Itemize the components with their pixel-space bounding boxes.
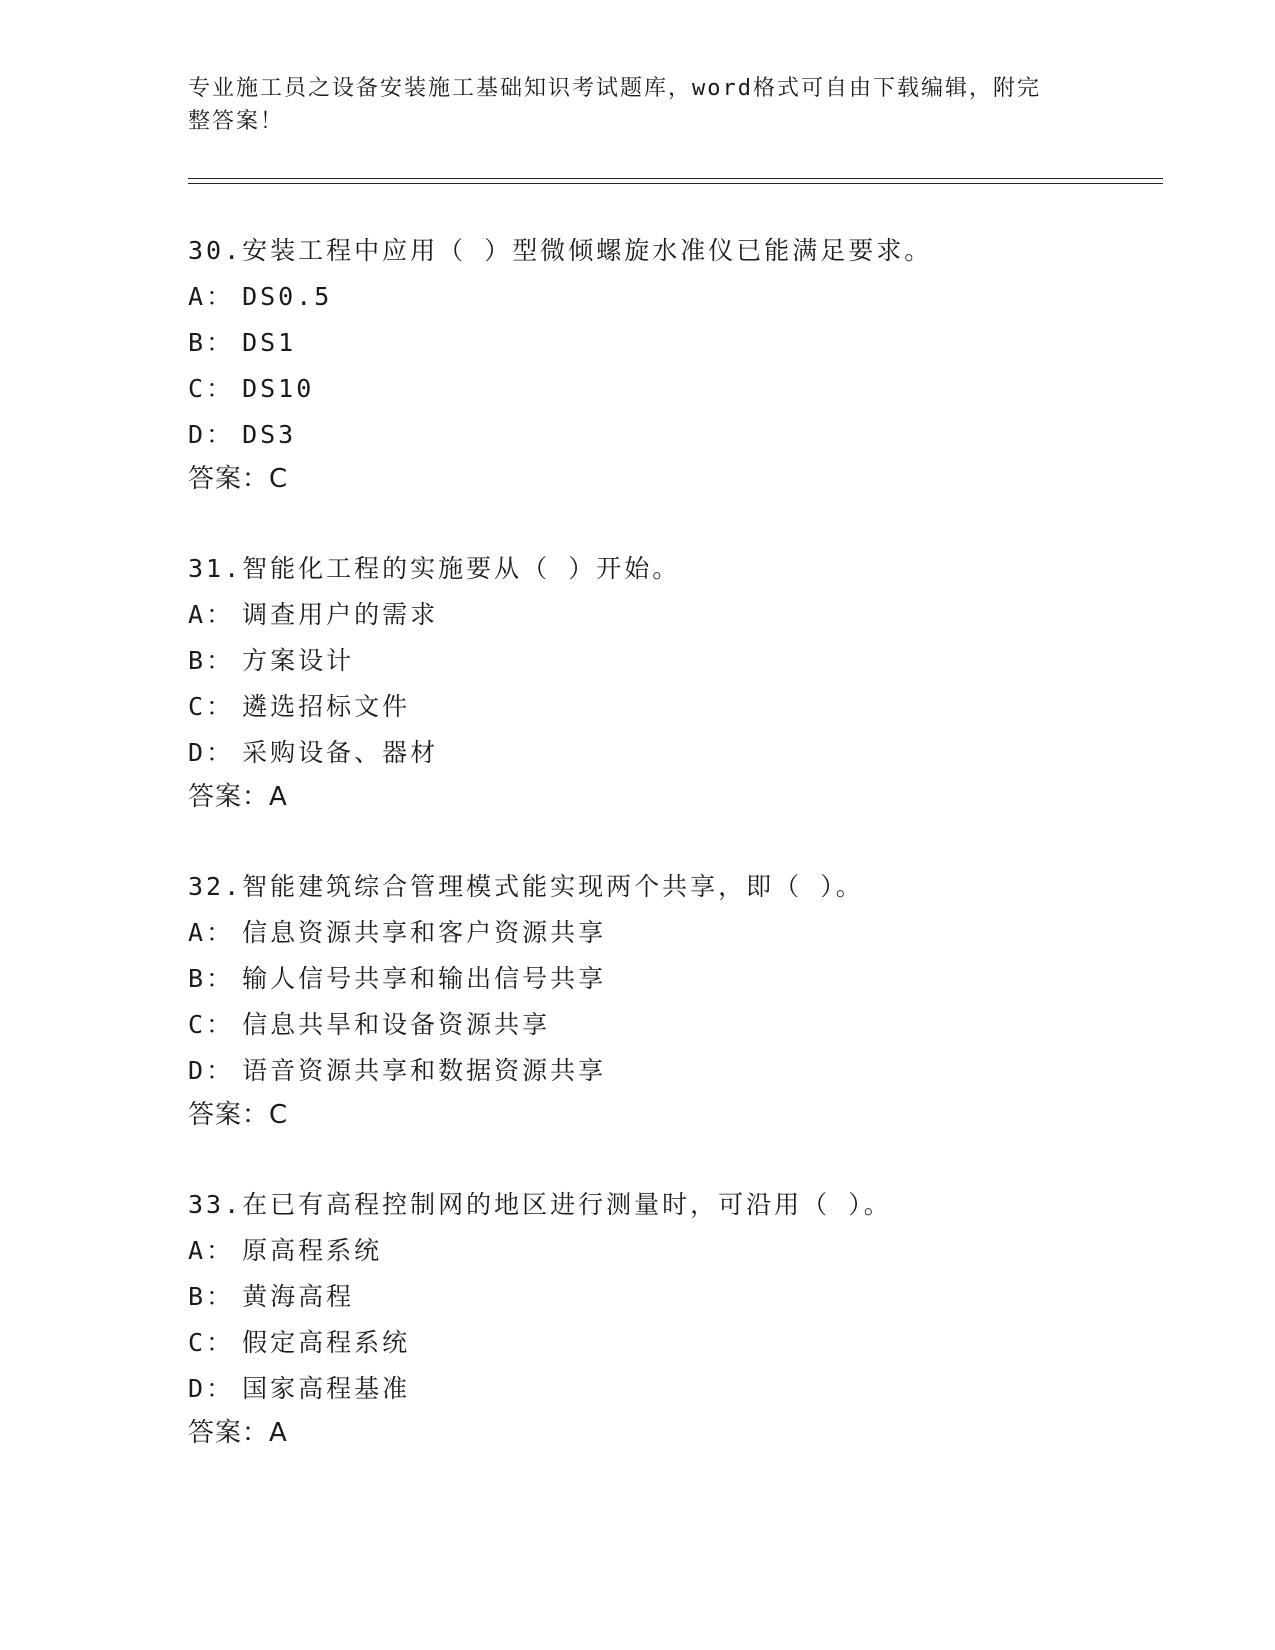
question-32 xyxy=(188,864,1168,1136)
option-key: C xyxy=(188,1010,207,1039)
option-key: C xyxy=(188,374,207,403)
option-text: DS0.5 xyxy=(242,282,333,311)
question-31 xyxy=(188,546,1168,818)
question-stem: 31.智能化工程的实施要从（ ）开始。 xyxy=(188,554,681,583)
option-text: 黄海高程 xyxy=(242,1282,355,1311)
option-text: 输人信号共享和输出信号共享 xyxy=(242,964,607,993)
option-b xyxy=(188,320,1168,366)
answer-line: 答案：C xyxy=(188,464,289,494)
option-key: C xyxy=(188,1328,207,1357)
option-text: 采购设备、器材 xyxy=(242,738,439,767)
question-stem: 30.安装工程中应用（ ）型微倾螺旋水准仪已能满足要求。 xyxy=(188,236,933,265)
option-separator: ： xyxy=(206,1328,235,1357)
option-text: 假定高程系统 xyxy=(242,1328,411,1357)
option-key: D xyxy=(188,420,207,449)
option-key: A xyxy=(188,918,207,947)
option-separator: ： xyxy=(206,918,235,947)
option-separator: ： xyxy=(206,282,235,311)
option-separator: ： xyxy=(206,600,235,629)
option-b xyxy=(188,1274,1168,1320)
option-key: A xyxy=(188,282,207,311)
option-text: 遴选招标文件 xyxy=(242,692,411,721)
option-separator: ： xyxy=(206,738,235,767)
option-key: A xyxy=(188,600,207,629)
option-separator: ： xyxy=(206,1282,235,1311)
option-key: B xyxy=(188,964,207,993)
option-d xyxy=(188,1048,1168,1094)
option-separator: ： xyxy=(206,1056,235,1085)
option-separator: ： xyxy=(206,964,235,993)
option-a xyxy=(188,910,1168,956)
option-c xyxy=(188,684,1168,730)
option-text: 国家高程基准 xyxy=(242,1374,411,1403)
option-c xyxy=(188,1002,1168,1048)
option-separator: ： xyxy=(206,1010,235,1039)
option-d xyxy=(188,730,1168,776)
option-separator: ： xyxy=(206,1374,235,1403)
option-text: 方案设计 xyxy=(242,646,355,675)
option-text: 原高程系统 xyxy=(242,1236,383,1265)
option-a xyxy=(188,274,1168,320)
header-line-1: 专业施工员之设备安装施工基础知识考试题库，word格式可自由下载编辑，附完 xyxy=(188,76,1041,101)
option-text: 信息资源共享和客户资源共享 xyxy=(242,918,607,947)
option-key: B xyxy=(188,1282,207,1311)
option-key: D xyxy=(188,738,207,767)
option-c xyxy=(188,1320,1168,1366)
answer-line: 答案：A xyxy=(188,1418,288,1448)
option-b xyxy=(188,956,1168,1002)
option-key: D xyxy=(188,1056,207,1085)
header-divider-top xyxy=(188,178,1163,179)
question-30 xyxy=(188,228,1168,500)
option-separator: ： xyxy=(206,1236,235,1265)
question-stem: 32.智能建筑综合管理模式能实现两个共享，即（ ）。 xyxy=(188,872,864,901)
option-text: 调查用户的需求 xyxy=(242,600,439,629)
option-separator: ： xyxy=(206,420,235,449)
option-key: B xyxy=(188,646,207,675)
option-key: B xyxy=(188,328,207,357)
answer-line: 答案：A xyxy=(188,782,288,812)
option-d xyxy=(188,1366,1168,1412)
option-text: DS3 xyxy=(242,420,297,449)
option-text: DS10 xyxy=(242,374,315,403)
option-b xyxy=(188,638,1168,684)
question-stem: 33.在已有高程控制网的地区进行测量时，可沿用（ ）。 xyxy=(188,1190,892,1219)
option-key: C xyxy=(188,692,207,721)
option-key: D xyxy=(188,1374,207,1403)
option-separator: ： xyxy=(206,374,235,403)
option-separator: ： xyxy=(206,646,235,675)
header-line-2: 整答案！ xyxy=(188,109,285,134)
document-header xyxy=(188,72,1088,138)
option-text: 信息共旱和设备资源共享 xyxy=(242,1010,551,1039)
option-c xyxy=(188,366,1168,412)
option-separator: ： xyxy=(206,328,235,357)
answer-line: 答案：C xyxy=(188,1100,289,1130)
option-d xyxy=(188,412,1168,458)
option-a xyxy=(188,592,1168,638)
option-text: DS1 xyxy=(242,328,297,357)
option-text: 语音资源共享和数据资源共享 xyxy=(242,1056,607,1085)
option-separator: ： xyxy=(206,692,235,721)
option-a xyxy=(188,1228,1168,1274)
option-key: A xyxy=(188,1236,207,1265)
question-33 xyxy=(188,1182,1168,1454)
header-divider-bottom xyxy=(188,183,1163,184)
